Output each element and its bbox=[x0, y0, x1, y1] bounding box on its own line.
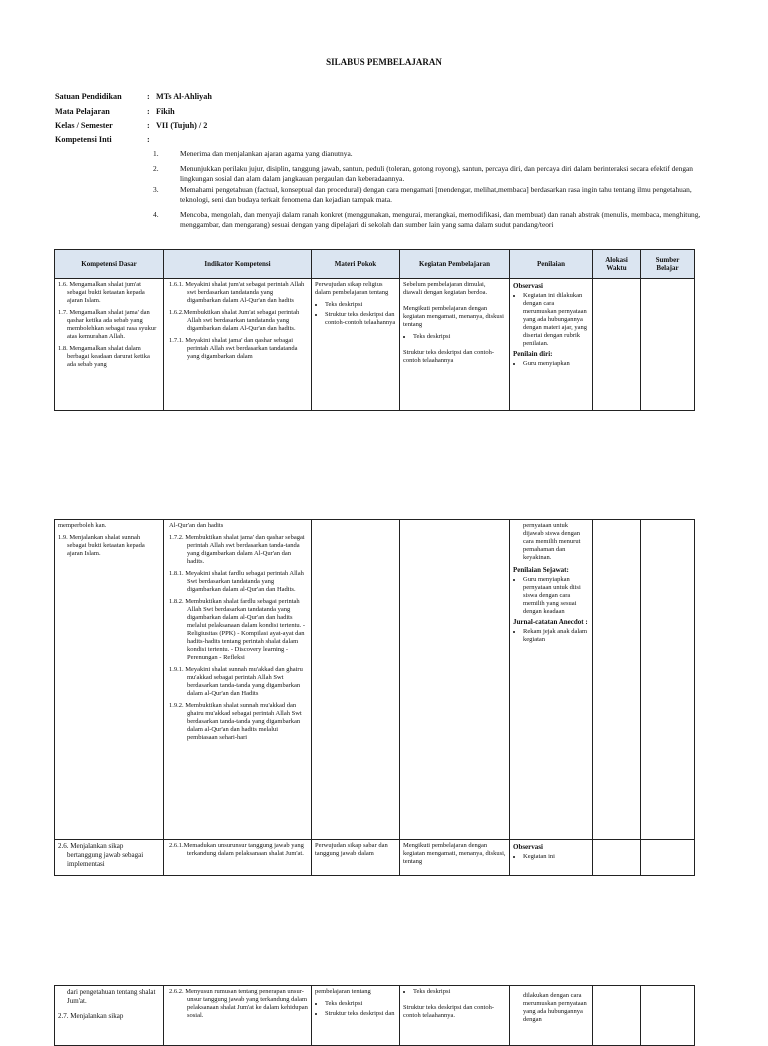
kd-cell bbox=[55, 520, 164, 840]
materi-list bbox=[315, 301, 396, 327]
ki-number: 3. bbox=[153, 185, 159, 194]
penilaian-heading: Observasi bbox=[513, 843, 543, 851]
ik-item: 1.7.2. Membuktikan shalat jama' dan qashar sebagai perintah Allah swt berdasarkan tanda-tanda yang digambarkan dalam Al-Qur'an dan hadits. bbox=[169, 534, 305, 565]
ik-item: 1.9.1. Meyakini shalat sunnah mu'akkad dan ghairu mu'akkad sebagai perintah Allah Swt berdasarkan tanda-tanda yang digambarkan dalam al-Qur'an dan Hadits bbox=[169, 666, 303, 697]
kegiatan-cell bbox=[400, 279, 510, 411]
ik-item: 1.8.2. Membuktikan shalat fardlu sebagai perintah Allah Swt berdasarkan tandatanda yang digambarkan dalam al-Qur'an dan hadits melalui pelaksanaan dalam kondisi tertentu. - Religiusitas (PPK) - Kompilasi ayat-ayat dan hadits-hadits tentang perintah shalat dalam kondisi tertentu. - Discovery learning - Perenungan - Refleksi bbox=[169, 598, 306, 661]
ki-text: Memahami pengetahuan (factual, konseptual dan procedural) dengan cara mengamati [mendengar, melihat,membaca] berdasarkan rasa ingin tahu tentang ilmu pengetahuan, teknologi, seni dan budaya terkait fenomena dan kejadian tampak mata. bbox=[180, 185, 692, 204]
ik-item: 1.6.1. Meyakini shalat jum'at sebagai perintah Allah swt berdasarkan tandatanda yang digambarkan dalam Al-Qur'an dan hadits bbox=[169, 281, 305, 304]
penilaian-heading: Observasi bbox=[513, 282, 543, 290]
materi-text: Perwujudan sikap sabar dan tanggung jawab dalam bbox=[315, 842, 388, 857]
ik-cell bbox=[164, 279, 312, 411]
penilaian-text: pernyataan untuk dijawab siswa dengan cara memilih menurut pemahaman dan keyakinan. bbox=[523, 522, 581, 561]
kd-item: 2.7. Menjalankan sikap bbox=[58, 1012, 124, 1020]
list-item: • Rekam jejak anak dalam kegiatan bbox=[523, 628, 589, 644]
ki-text: Mencoba, mengolah, dan menyaji dalam ranah konkret (menggunakan, mengurai, merangkai, memodifikasi, dan membuat) dan ranah abstrak (menulis, membaca, menghitung, menggambar, dan mengarang) sesuai dengan yang dipelajari di sekolah dan sumber lain yang sama dalam sudut pandang/teori bbox=[180, 210, 701, 229]
meta-separator: : bbox=[147, 135, 150, 144]
header-sumber-belajar: Sumber Belajar bbox=[641, 250, 695, 279]
kd-item: 1.9. Menjalankan shalat sunnah sebagai bukti ketaatan kepada ajaran Islam. bbox=[58, 534, 145, 557]
header-kompetensi-dasar: Kompetensi Dasar bbox=[55, 250, 164, 279]
meta-separator: : bbox=[147, 107, 150, 116]
kd-cell bbox=[55, 986, 164, 1046]
ik-cell bbox=[164, 840, 312, 876]
kegiatan-list bbox=[403, 333, 506, 341]
penilaian-heading: Penilain diri: bbox=[513, 350, 553, 358]
penilaian-cell bbox=[510, 520, 593, 840]
penilaian-heading: Penilaian Sejawat: bbox=[513, 566, 569, 574]
kd-cell bbox=[55, 279, 164, 411]
alokasi-cell bbox=[593, 986, 641, 1046]
list-item: • Struktur teks deskripsi dan contoh-contoh telaahannya bbox=[325, 311, 396, 327]
sumber-cell bbox=[641, 986, 695, 1046]
ik-item: Al-Qur'an dan hadits bbox=[169, 522, 224, 529]
kegiatan-text: Sebelum pembelajaran dimulai, diawali dengan kegiatan berdoa. bbox=[403, 281, 488, 296]
table-header-row bbox=[55, 250, 695, 279]
ik-cell bbox=[164, 986, 312, 1046]
penilaian-text: dilakukan dengan cara merumuskan pernyataan yang ada hubungannya dengan bbox=[523, 992, 587, 1023]
kd-item: 1.6. Mengamalkan shalat jum'at sebagai bukti ketaatan kepada ajaran Islam. bbox=[58, 281, 145, 304]
materi-list bbox=[315, 1000, 396, 1018]
penilaian-cell bbox=[510, 840, 593, 876]
ik-item: 2.6.2. Menyusun rumusan tentang penerapan unsur-unsur tanggung jawab yang terkandung dalam pelaksanaan shalat Jum'at ke dalam kehidupan sosial. bbox=[169, 988, 308, 1019]
materi-cell bbox=[312, 840, 400, 876]
materi-cell bbox=[312, 986, 400, 1046]
syllabus-table-page-2 bbox=[54, 519, 695, 876]
ki-text: Menerima dan menjalankan ajaran agama yang dianutnya. bbox=[180, 149, 353, 158]
kd-item: 2.6. Menjalankan sikap bertanggung jawab sebagai implementasi bbox=[58, 842, 144, 868]
kd-item: 1.7. Mengamalkan shalat jama' dan qashar ketika ada sebab yang membolehkan sebagai rasa syukur atas kemurahan Allah. bbox=[58, 309, 157, 340]
header-kegiatan-pembelajaran: Kegiatan Pembelajaran bbox=[400, 250, 510, 279]
table-row bbox=[55, 279, 695, 411]
syllabus-table-page-3 bbox=[54, 985, 695, 1046]
list-item: • Teks deskripsi bbox=[325, 1000, 396, 1008]
ik-item: 1.7.1. Meyakini shalat jama' dan qashar sebagai perintah Allah swt berdasarkan tandatanda yang digambarkan dalam bbox=[169, 337, 298, 360]
penilaian-list bbox=[513, 292, 589, 348]
ik-cell bbox=[164, 520, 312, 840]
kegiatan-text: Struktur teks deskripsi dan contoh-contoh telaahannya. bbox=[403, 1004, 494, 1019]
kegiatan-cell bbox=[400, 840, 510, 876]
meta-value: VII (Tujuh) / 2 bbox=[156, 121, 208, 130]
penilaian-list bbox=[513, 576, 589, 616]
sumber-cell bbox=[641, 840, 695, 876]
ik-item: 1.6.2.Membuktikan shalat Jum'at sebagai perintah Allah swt berdasarkan tandatanda yang digambarkan dalam Al-Qur'an dan hadits. bbox=[169, 309, 300, 332]
kegiatan-list bbox=[403, 988, 506, 996]
meta-separator: : bbox=[147, 92, 150, 101]
meta-label: Kelas / Semester bbox=[55, 121, 113, 130]
list-item: • Kegiatan ini bbox=[523, 853, 589, 861]
kegiatan-text: Mengikuti pembelajaran dengan kegiatan mengamati, menanya, diskusi, tentang bbox=[403, 842, 506, 865]
list-item: • Teks deskripsi bbox=[413, 333, 506, 341]
document-title: SILABUS PEMBELAJARAN bbox=[326, 57, 442, 67]
table-row bbox=[55, 840, 695, 876]
penilaian-heading: Jurnal-catatan Anecdot : bbox=[513, 618, 588, 626]
header-materi-pokok: Materi Pokok bbox=[312, 250, 400, 279]
materi-text: pembelajaran tentang bbox=[315, 988, 371, 995]
penilaian-cell bbox=[510, 279, 593, 411]
kd-item: 1.8. Mengamalkan shalat dalam berbagai keadaan darurat ketika ada sebab yang bbox=[58, 345, 150, 368]
list-item: • Guru menyiapkan pernyataan untuk diisi siswa dengan cara memilih yang sesuai dengan keadaan bbox=[523, 576, 589, 616]
alokasi-cell bbox=[593, 840, 641, 876]
header-indikator-kompetensi: Indikator Kompetensi bbox=[164, 250, 312, 279]
ki-number: 1. bbox=[153, 149, 159, 158]
list-item: • Kegiatan ini dilakukan dengan cara merumuskan pernyataan yang ada hubungannya dengan materi ajar, yang disertai dengan rubrik penilaian. bbox=[523, 292, 589, 348]
list-item: • Guru menyiapkan bbox=[523, 360, 589, 368]
materi-cell bbox=[312, 520, 400, 840]
header-penilaian: Penilaian bbox=[510, 250, 593, 279]
list-item: • Struktur teks deskripsi dan bbox=[325, 1010, 396, 1018]
meta-label: Satuan Pendidikan bbox=[55, 92, 122, 101]
kegiatan-text: Mengikuti pembelajaran dengan kegiatan mengamati, menanya, diskusi tentang bbox=[403, 305, 504, 328]
kd-item: dari pengetahuan tentang shalat Jum'at. bbox=[67, 988, 156, 1005]
kegiatan-text: Struktur teks deskripsi dan contoh-contoh telaahannya bbox=[403, 349, 494, 364]
penilaian-cell bbox=[510, 986, 593, 1046]
table-row bbox=[55, 520, 695, 840]
meta-label: Kompetensi Inti bbox=[55, 135, 112, 144]
kegiatan-cell bbox=[400, 520, 510, 840]
alokasi-cell bbox=[593, 279, 641, 411]
ki-number: 4. bbox=[153, 210, 159, 219]
table-row bbox=[55, 986, 695, 1046]
materi-cell bbox=[312, 279, 400, 411]
penilaian-list bbox=[513, 628, 589, 644]
meta-separator: : bbox=[147, 121, 150, 130]
syllabus-table-page-1 bbox=[54, 249, 695, 411]
sumber-cell bbox=[641, 520, 695, 840]
kd-item: memperboleh kan. bbox=[58, 522, 107, 529]
meta-value: Fikih bbox=[156, 107, 175, 116]
meta-label: Mata Pelajaran bbox=[55, 107, 110, 116]
penilaian-list bbox=[513, 360, 589, 368]
header-alokasi-waktu: Alokasi Waktu bbox=[593, 250, 641, 279]
list-item: • Teks deskripsi bbox=[325, 301, 396, 309]
list-item: • Teks deskripsi bbox=[413, 988, 506, 996]
ki-number: 2. bbox=[153, 164, 159, 173]
ik-item: 1.9.2. Membuktikan shalat sunnah mu'akkad dan ghairu mu'akkad sebagai perintah Allah Swt berdasarkan tanda-tanda yang digambarkan dalam al-Qur'an dan hadits melalui pembiasaan sehari-hari bbox=[169, 702, 302, 741]
ki-text: Menunjukkan perilaku jujur, disiplin, tanggung jawab, santun, peduli (toleran, gotong royong), santun, percaya diri, dan percaya diri dalam berinteraksi secara efektif dengan lingkungan sosial dan alam dalam jangkauan pergaulan dan keberadaannya. bbox=[180, 164, 693, 183]
ik-item: 1.8.1. Meyakini shalat fardlu sebagai perintah Allah Swt berdasarkan tandatanda yang digambarkan dalam al-Qur'an dan Hadits. bbox=[169, 570, 304, 593]
penilaian-list bbox=[513, 853, 589, 861]
kd-cell bbox=[55, 840, 164, 876]
alokasi-cell bbox=[593, 520, 641, 840]
materi-text: Perwujudan sikap religius dalam pembelajaran tentang bbox=[315, 281, 389, 296]
meta-value: MTs Al-Ahliyah bbox=[156, 92, 212, 101]
ik-item: 2.6.1.Memadukan unsurunsur tanggung jawab yang terkandung dalam pelaksanaan shalat Jum'at. bbox=[169, 842, 304, 857]
sumber-cell bbox=[641, 279, 695, 411]
kegiatan-cell bbox=[400, 986, 510, 1046]
